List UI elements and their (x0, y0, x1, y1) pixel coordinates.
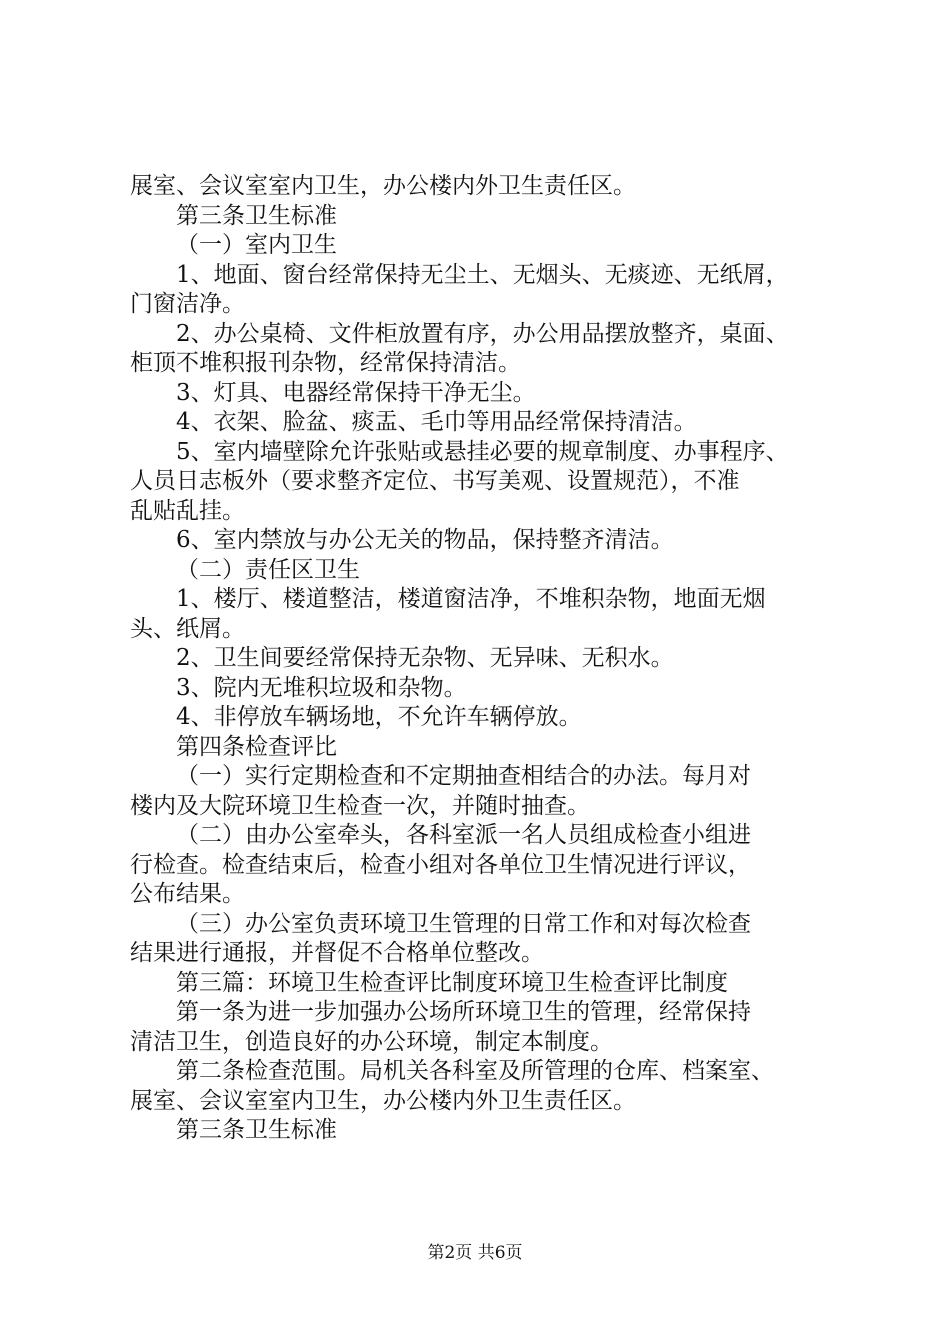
text-line: 第三条卫生标准 (176, 202, 337, 229)
text-line: 头、纸屑。 (130, 615, 245, 642)
text-line: （一）实行定期检查和不定期抽查相结合的办法。每月对 (176, 763, 751, 789)
text-line: 第四条检查评比 (176, 733, 337, 760)
text-line: 展室、会议室室内卫生，办公楼内外卫生责任区。 (130, 1087, 636, 1114)
text-line: 楼内及大院环境卫生检查一次，并随时抽查。 (130, 792, 590, 819)
text-line: 柜顶不堆积报刊杂物，经常保持清洁。 (130, 350, 521, 376)
text-line: 2、卫生间要经常保持无杂物、无异味、无积水。 (176, 645, 674, 671)
text-line: 门窗洁净。 (130, 291, 245, 317)
text-line: 3、院内无堆积垃圾和杂物。 (176, 674, 467, 701)
text-line: 第三篇：环境卫生检查评比制度环境卫生检查评比制度 (176, 969, 728, 996)
text-line: 6、室内禁放与办公无关的物品，保持整齐清洁。 (176, 527, 674, 553)
text-line: （三）办公室负责环境卫生管理的日常工作和对每次检查 (176, 910, 751, 937)
text-line: 第二条检查范围。局机关各科室及所管理的仓库、档案室、 (176, 1058, 774, 1084)
page-number-footer: 第2页 共6页 (427, 1243, 523, 1263)
text-line: 乱贴乱挂。 (130, 497, 245, 524)
text-line: 公布结果。 (130, 881, 245, 907)
text-line: 1、地面、窗台经常保持无尘土、无烟头、无痰迹、无纸屑， (176, 261, 789, 288)
text-line: 第一条为进一步加强办公场所环境卫生的管理，经常保持 (176, 999, 751, 1025)
text-line: 第三条卫生标准 (176, 1117, 337, 1143)
text-line: 4、非停放车辆场地，不允许车辆停放。 (176, 704, 582, 730)
text-line: 4、衣架、脸盆、痰盂、毛巾等用品经常保持清洁。 (176, 409, 697, 435)
document-body (130, 172, 842, 1146)
text-line: 1、楼厅、楼道整洁，楼道窗洁净，不堆积杂物，地面无烟 (176, 586, 766, 612)
text-line: 展室、会议室室内卫生，办公楼内外卫生责任区。 (130, 173, 636, 199)
text-line: 3、灯具、电器经常保持干净无尘。 (176, 379, 536, 406)
text-line: 人员日志板外（要求整齐定位、书写美观、设置规范），不准 (130, 468, 740, 494)
text-line: 5、室内墙壁除允许张贴或悬挂必要的规章制度、办事程序、 (176, 438, 789, 465)
text-line: 2、办公桌椅、文件柜放置有序，办公用品摆放整齐，桌面、 (176, 320, 789, 347)
text-line: 行检查。检查结束后，检查小组对各单位卫生情况进行评议， (130, 851, 751, 878)
text-line: （一）室内卫生 (176, 232, 337, 258)
text-line: 结果进行通报，并督促不合格单位整改。 (130, 940, 544, 966)
text-line: （二）由办公室牵头，各科室派一名人员组成检查小组进 (176, 822, 751, 848)
text-line: （二）责任区卫生 (176, 556, 360, 583)
text-line: 清洁卫生，创造良好的办公环境，制定本制度。 (130, 1028, 613, 1055)
